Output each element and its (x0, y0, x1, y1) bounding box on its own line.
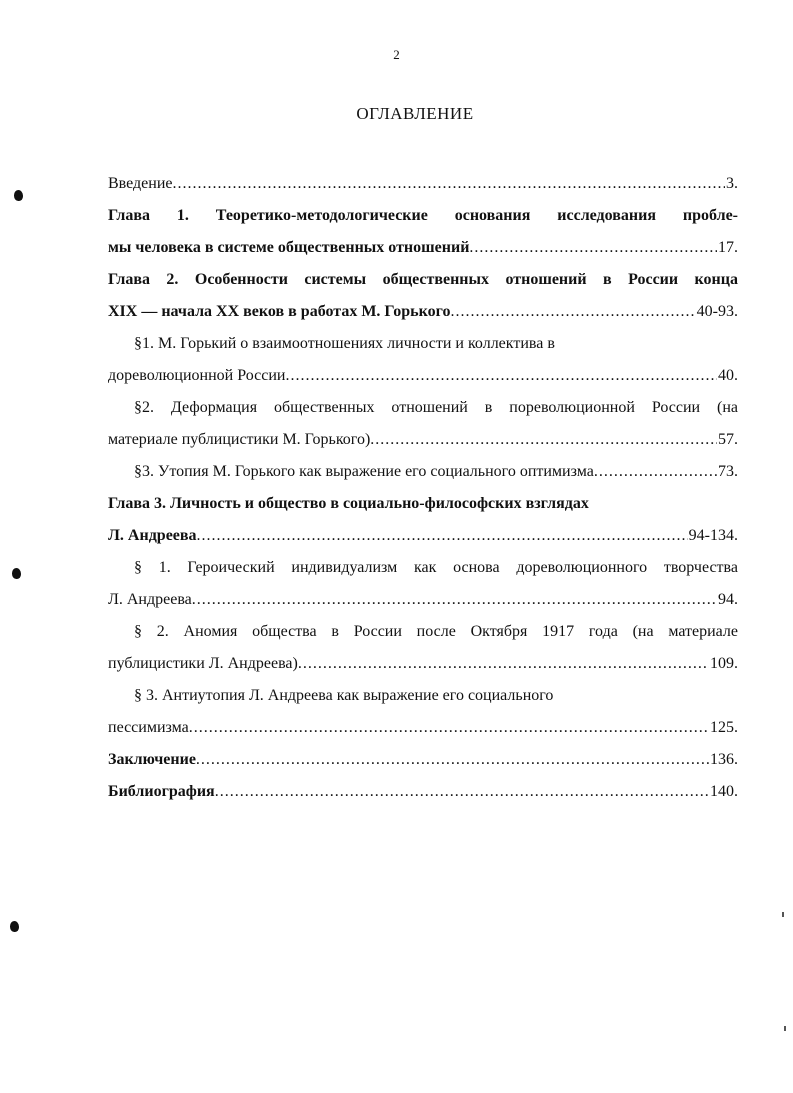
toc-ch1-title-line1: Глава 1. Теоретико-методологические основания исследования пробле- (108, 207, 738, 224)
toc-entry-conclusion (108, 744, 738, 776)
scan-speck (12, 568, 21, 579)
toc-entry-ch3-s1 (108, 584, 738, 616)
toc-ch3-title-line1: Глава 3. Личность и общество в социально-философских взглядах (108, 495, 589, 512)
toc-ch2-s1-line2: дореволюционной России (108, 367, 286, 384)
toc-ch3-s2-page: 109. (710, 655, 738, 672)
toc-ch2-s2-line2: материале публицистики М. Горького) (108, 431, 371, 448)
toc-ch3-s1-line1: § 1. Героический индивидуализм как основа дореволюционного творчества (134, 559, 738, 576)
dot-leader (173, 168, 726, 200)
toc-conclusion-text: Заключение (108, 751, 196, 768)
toc-entry-bibliography (108, 776, 738, 808)
page-title: ОГЛАВЛЕНИЕ (356, 104, 474, 123)
toc-entry-ch3 (108, 520, 738, 552)
scan-mark (782, 912, 784, 917)
toc-entry-ch1 (108, 232, 738, 264)
toc-ch2-title-line1: Глава 2. Особенности системы общественных отношений в России конца (108, 271, 738, 288)
toc-bibliography-page: 140. (710, 783, 738, 800)
toc-ch2-s3-text: §3. Утопия М. Горького как выражение его социального оптимизма (134, 463, 594, 480)
toc-entry-ch2-s2 (108, 424, 738, 456)
toc-ch1-page: 17. (718, 239, 738, 256)
toc-entry-ch3-s2 (108, 648, 738, 680)
dot-leader (450, 296, 695, 328)
toc-entry-ch2-s1 (108, 360, 738, 392)
toc-ch3-s1-line2: Л. Андреева (108, 591, 192, 608)
toc-ch3-s3-line2: пессимизма (108, 719, 189, 736)
dot-leader (370, 424, 717, 456)
dot-leader (215, 776, 709, 808)
dot-leader (298, 648, 709, 680)
toc-ch2-s2-line1: §2. Деформация общественных отношений в пореволюционной России (на (134, 399, 738, 416)
dot-leader (189, 712, 709, 744)
toc-entry-ch2 (108, 296, 738, 328)
toc-ch3-s2-line2: публицистики Л. Андреева) (108, 655, 298, 672)
toc-entry-intro (108, 168, 738, 200)
toc-ch3-page: 94-134. (688, 527, 738, 544)
toc-ch2-s1-line1: §1. М. Горький о взаимоотношениях личности и коллектива в (134, 335, 555, 352)
dot-leader (192, 584, 717, 616)
toc-ch3-s3-page: 125. (710, 719, 738, 736)
dot-leader (285, 360, 717, 392)
page-number: 2 (393, 47, 400, 62)
toc-entry-ch3-s3 (108, 712, 738, 744)
dot-leader (594, 456, 717, 488)
toc-ch2-s2-page: 57. (718, 431, 738, 448)
dot-leader (197, 520, 688, 552)
toc-ch3-title-line2: Л. Андреева (108, 527, 197, 544)
toc-ch3-s2-line1: § 2. Аномия общества в России после Октября 1917 года (на материале (134, 623, 738, 640)
scan-speck (10, 921, 19, 932)
toc-entry-ch2-s3 (108, 456, 738, 488)
scan-mark (784, 1026, 786, 1031)
toc-conclusion-page: 136. (710, 751, 738, 768)
table-of-contents (108, 168, 738, 808)
dot-leader (469, 232, 717, 264)
toc-ch3-s1-page: 94. (718, 591, 738, 608)
toc-ch2-title-line2: XIX — начала XX веков в работах М. Горького (108, 303, 451, 320)
toc-ch2-s1-page: 40. (718, 367, 738, 384)
toc-bibliography-text: Библиография (108, 783, 215, 800)
scan-speck (14, 190, 23, 201)
toc-intro-page: 3. (726, 175, 738, 192)
toc-ch3-s3-line1: § 3. Антиутопия Л. Андреева как выражение его социального (134, 687, 554, 704)
toc-ch1-title-line2: мы человека в системе общественных отношений (108, 239, 470, 256)
toc-ch2-s3-page: 73. (718, 463, 738, 480)
toc-ch2-page: 40-93. (696, 303, 738, 320)
toc-intro-text: Введение (108, 175, 173, 192)
dot-leader (196, 744, 709, 776)
